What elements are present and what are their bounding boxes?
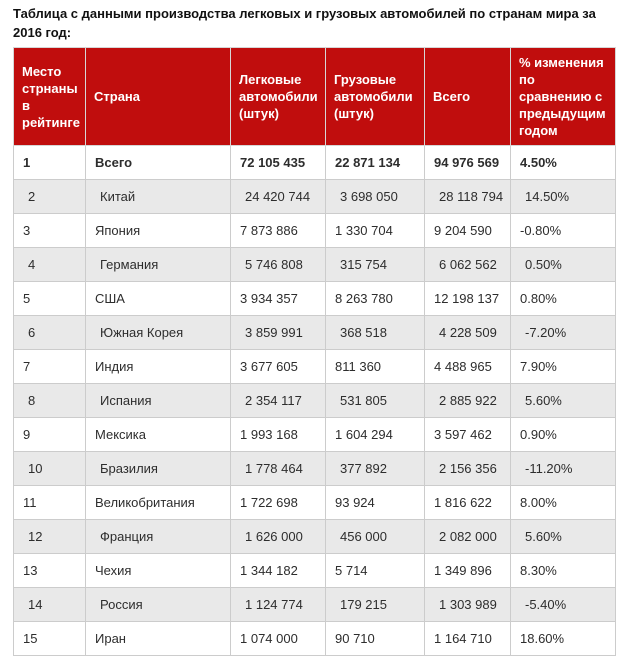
table-row <box>14 146 616 180</box>
cell-rank: 9 <box>14 418 86 452</box>
table-row <box>14 588 616 622</box>
column-header-change: % изменения по сравнению с предыдущим годом <box>511 48 616 146</box>
table-row <box>14 180 616 214</box>
table-row <box>14 384 616 418</box>
cell-trucks: 531 805 <box>326 384 425 418</box>
cell-total: 9 204 590 <box>425 214 511 248</box>
cell-change: 5.60% <box>511 520 616 554</box>
cell-total: 1 164 710 <box>425 622 511 656</box>
cell-total: 94 976 569 <box>425 146 511 180</box>
cell-trucks: 22 871 134 <box>326 146 425 180</box>
cell-cars: 1 124 774 <box>231 588 326 622</box>
cell-cars: 1 722 698 <box>231 486 326 520</box>
cell-cars: 1 074 000 <box>231 622 326 656</box>
cell-total: 4 228 509 <box>425 316 511 350</box>
cell-total: 1 816 622 <box>425 486 511 520</box>
cell-trucks: 179 215 <box>326 588 425 622</box>
cell-trucks: 93 924 <box>326 486 425 520</box>
table-row <box>14 248 616 282</box>
cell-change: 5.60% <box>511 384 616 418</box>
cell-trucks: 8 263 780 <box>326 282 425 316</box>
cell-rank: 10 <box>14 452 86 486</box>
cell-cars: 7 873 886 <box>231 214 326 248</box>
cell-country: Бразилия <box>86 452 231 486</box>
cell-change: 4.50% <box>511 146 616 180</box>
cell-country: Южная Корея <box>86 316 231 350</box>
cell-change: -0.80% <box>511 214 616 248</box>
cell-country: Иран <box>86 622 231 656</box>
table-row <box>14 214 616 248</box>
cell-cars: 5 746 808 <box>231 248 326 282</box>
cell-total: 6 062 562 <box>425 248 511 282</box>
production-table <box>13 47 616 656</box>
cell-total: 4 488 965 <box>425 350 511 384</box>
cell-trucks: 1 604 294 <box>326 418 425 452</box>
column-header-cars: Легковые автомобили (штук) <box>231 48 326 146</box>
table-body <box>14 146 616 656</box>
table-row <box>14 316 616 350</box>
cell-cars: 1 993 168 <box>231 418 326 452</box>
cell-cars: 1 344 182 <box>231 554 326 588</box>
table-header <box>14 48 616 146</box>
cell-country: США <box>86 282 231 316</box>
column-header-country: Страна <box>86 48 231 146</box>
cell-country: Всего <box>86 146 231 180</box>
cell-rank: 8 <box>14 384 86 418</box>
column-header-trucks: Грузовые автомобили (штук) <box>326 48 425 146</box>
cell-trucks: 811 360 <box>326 350 425 384</box>
cell-rank: 1 <box>14 146 86 180</box>
cell-trucks: 3 698 050 <box>326 180 425 214</box>
cell-country: Чехия <box>86 554 231 588</box>
cell-total: 2 156 356 <box>425 452 511 486</box>
header-row <box>14 48 616 146</box>
cell-country: Китай <box>86 180 231 214</box>
cell-total: 12 198 137 <box>425 282 511 316</box>
cell-total: 3 597 462 <box>425 418 511 452</box>
cell-change: 0.90% <box>511 418 616 452</box>
cell-cars: 72 105 435 <box>231 146 326 180</box>
cell-rank: 12 <box>14 520 86 554</box>
cell-cars: 24 420 744 <box>231 180 326 214</box>
cell-rank: 15 <box>14 622 86 656</box>
table-row <box>14 554 616 588</box>
cell-change: 0.80% <box>511 282 616 316</box>
cell-cars: 3 934 357 <box>231 282 326 316</box>
cell-country: Испания <box>86 384 231 418</box>
cell-rank: 6 <box>14 316 86 350</box>
cell-cars: 3 677 605 <box>231 350 326 384</box>
table-row <box>14 520 616 554</box>
cell-cars: 1 778 464 <box>231 452 326 486</box>
cell-rank: 14 <box>14 588 86 622</box>
cell-change: -7.20% <box>511 316 616 350</box>
cell-country: Великобритания <box>86 486 231 520</box>
cell-rank: 4 <box>14 248 86 282</box>
cell-trucks: 90 710 <box>326 622 425 656</box>
cell-rank: 3 <box>14 214 86 248</box>
cell-country: Россия <box>86 588 231 622</box>
cell-trucks: 456 000 <box>326 520 425 554</box>
cell-cars: 1 626 000 <box>231 520 326 554</box>
cell-change: 8.00% <box>511 486 616 520</box>
cell-trucks: 1 330 704 <box>326 214 425 248</box>
cell-trucks: 377 892 <box>326 452 425 486</box>
cell-change: 8.30% <box>511 554 616 588</box>
table-row <box>14 486 616 520</box>
cell-change: 0.50% <box>511 248 616 282</box>
cell-change: 14.50% <box>511 180 616 214</box>
cell-rank: 7 <box>14 350 86 384</box>
cell-country: Франция <box>86 520 231 554</box>
cell-change: 18.60% <box>511 622 616 656</box>
cell-change: 7.90% <box>511 350 616 384</box>
cell-trucks: 368 518 <box>326 316 425 350</box>
cell-rank: 5 <box>14 282 86 316</box>
table-row <box>14 350 616 384</box>
cell-rank: 13 <box>14 554 86 588</box>
cell-cars: 2 354 117 <box>231 384 326 418</box>
table-row <box>14 452 616 486</box>
cell-total: 2 885 922 <box>425 384 511 418</box>
cell-total: 1 349 896 <box>425 554 511 588</box>
table-row <box>14 622 616 656</box>
column-header-total: Всего <box>425 48 511 146</box>
table-row <box>14 282 616 316</box>
table-row <box>14 418 616 452</box>
cell-trucks: 315 754 <box>326 248 425 282</box>
cell-change: -11.20% <box>511 452 616 486</box>
cell-rank: 11 <box>14 486 86 520</box>
cell-change: -5.40% <box>511 588 616 622</box>
cell-country: Индия <box>86 350 231 384</box>
cell-trucks: 5 714 <box>326 554 425 588</box>
cell-rank: 2 <box>14 180 86 214</box>
cell-total: 28 118 794 <box>425 180 511 214</box>
page-title: Таблица с данными производства легковых и грузовых автомобилей по странам мира за 2016 год: <box>13 6 596 40</box>
cell-country: Германия <box>86 248 231 282</box>
cell-country: Япония <box>86 214 231 248</box>
cell-country: Мексика <box>86 418 231 452</box>
cell-total: 2 082 000 <box>425 520 511 554</box>
column-header-rank: Место стрнаны в рейтинге <box>14 48 86 146</box>
cell-total: 1 303 989 <box>425 588 511 622</box>
cell-cars: 3 859 991 <box>231 316 326 350</box>
